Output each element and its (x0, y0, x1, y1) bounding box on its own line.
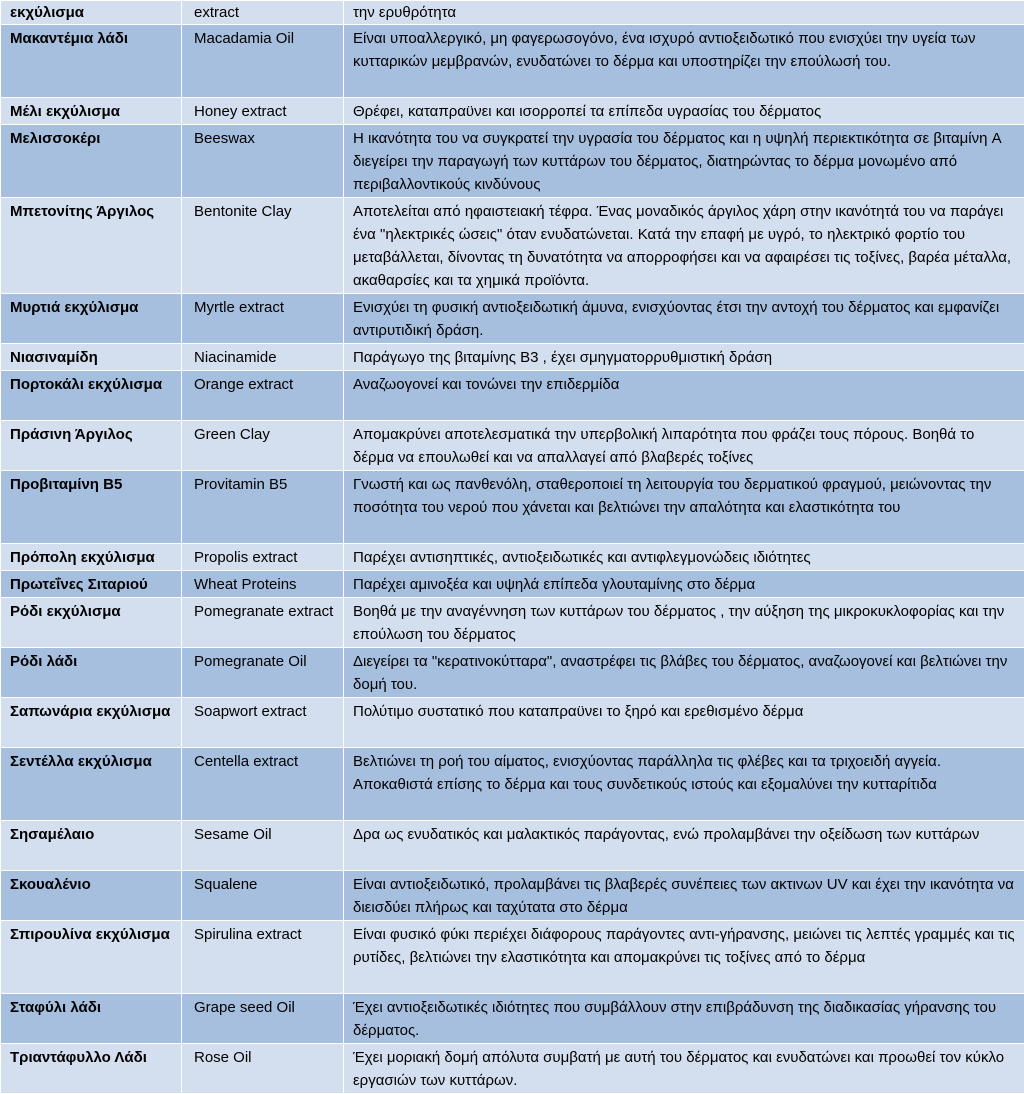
ingredient-description: Παρέχει αντισηπτικές, αντιοξειδωτικές και αντιφλεγμονώδεις ιδιότητες (344, 544, 1024, 571)
table-row (1, 571, 1024, 598)
table-row (1, 698, 1024, 748)
table-body (1, 1, 1024, 1094)
table-row (1, 198, 1024, 294)
ingredient-english-name: Propolis extract (182, 544, 344, 571)
ingredient-english-name: Green Clay (182, 421, 344, 471)
ingredient-description: Δρα ως ενυδατικός και μαλακτικός παράγοντας, ενώ προλαμβάνει την οξείδωση των κυττάρων (344, 821, 1024, 871)
ingredient-english-name: Honey extract (182, 98, 344, 125)
ingredient-greek-name: Σταφύλι λάδι (1, 994, 182, 1044)
ingredient-greek-name: Σεντέλλα εκχύλισμα (1, 748, 182, 821)
table-row (1, 344, 1024, 371)
table-row (1, 471, 1024, 544)
ingredient-greek-name: Σπιρουλίνα εκχύλισμα (1, 921, 182, 994)
ingredient-description: Παράγωγο της βιταμίνης B3 , έχει σμηγματορρυθμιστική δράση (344, 344, 1024, 371)
ingredient-description: Αναζωογονεί και τονώνει την επιδερμίδα (344, 371, 1024, 421)
ingredient-greek-name: Πορτοκάλι εκχύλισμα (1, 371, 182, 421)
table-row (1, 371, 1024, 421)
table-row (1, 98, 1024, 125)
table-row (1, 544, 1024, 571)
ingredient-greek-name: Μέλι εκχύλισμα (1, 98, 182, 125)
table-row (1, 648, 1024, 698)
ingredient-greek-name: Σησαμέλαιο (1, 821, 182, 871)
ingredient-description: Γνωστή και ως πανθενόλη, σταθεροποιεί τη λειτουργία του δερματικού φραγμού, μειώνοντας την ποσότητα του νερού που χάνεται και βελτιώνει την απαλότητα και ελαστικότητα του (344, 471, 1024, 544)
ingredient-greek-name: Νιασιναμίδη (1, 344, 182, 371)
table-row (1, 598, 1024, 648)
ingredient-english-name: Beeswax (182, 125, 344, 198)
ingredient-english-name: Sesame Oil (182, 821, 344, 871)
ingredient-greek-name: Πρωτεΐνες Σιταριού (1, 571, 182, 598)
ingredient-english-name: Grape seed Oil (182, 994, 344, 1044)
table-row (1, 748, 1024, 821)
ingredient-english-name: Provitamin B5 (182, 471, 344, 544)
ingredient-greek-name: εκχύλισμα (1, 1, 182, 25)
ingredient-greek-name: Σκουαλένιο (1, 871, 182, 921)
ingredient-greek-name: Μελισσοκέρι (1, 125, 182, 198)
ingredient-english-name: Niacinamide (182, 344, 344, 371)
table-row (1, 821, 1024, 871)
ingredient-english-name: Macadamia Oil (182, 25, 344, 98)
ingredient-greek-name: Σαπωνάρια εκχύλισμα (1, 698, 182, 748)
ingredient-description: Έχει αντιοξειδωτικές ιδιότητες που συμβάλλουν στην επιβράδυνση της διαδικασίας γήρανσης του δέρματος. (344, 994, 1024, 1044)
ingredient-greek-name: Τριαντάφυλλο Λάδι (1, 1044, 182, 1094)
ingredient-description: Θρέφει, καταπραϋνει και ισορροπεί τα επίπεδα υγρασίας του δέρματος (344, 98, 1024, 125)
ingredient-english-name: Bentonite Clay (182, 198, 344, 294)
ingredient-greek-name: Πρόπολη εκχύλισμα (1, 544, 182, 571)
ingredient-greek-name: Πράσινη Άργιλος (1, 421, 182, 471)
ingredient-english-name: Centella extract (182, 748, 344, 821)
ingredient-description: Είναι υποαλλεργικό, μη φαγερωσογόνο, ένα ισχυρό αντιοξειδωτικό που ενισχύει την υγεία των κυτταρικών μεμβρανών, ενυδατώνει το δέρμα και υποστηρίζει την επούλωσή του. (344, 25, 1024, 98)
ingredient-description: Παρέχει αμινοξέα και υψηλά επίπεδα γλουταμίνης στο δέρμα (344, 571, 1024, 598)
ingredient-english-name: Myrtle extract (182, 294, 344, 344)
ingredient-description: Είναι αντιοξειδωτικό, προλαμβάνει τις βλαβερές συνέπειες των ακτινων UV και έχει την ικανότητα να διεισδύει πλήρως και ταχύτατα στο δέρμα (344, 871, 1024, 921)
table-row (1, 871, 1024, 921)
ingredient-greek-name: Ρόδι λάδι (1, 648, 182, 698)
table-row (1, 125, 1024, 198)
ingredient-description: την ερυθρότητα (344, 1, 1024, 25)
ingredient-english-name: Rose Oil (182, 1044, 344, 1094)
ingredient-description: Η ικανότητα του να συγκρατεί την υγρασία του δέρματος και η υψηλή περιεκτικότητα σε βιταμίνη A διεγείρει την παραγωγή των κυττάρων του δέρματος, διατηρώντας το δέρμα μονωμένο από περιβαλλοντικούς κινδύνους (344, 125, 1024, 198)
ingredient-description: Αποτελείται από ηφαιστειακή τέφρα. Ένας μοναδικός άργιλος χάρη στην ικανότητά του να παράγει ένα "ηλεκτρικές ώσεις" όταν ενυδατώνεται. Κατά την επαφή με υγρό, το ηλεκτρικό φορτίο του μεταβάλλεται, δίνοντας τη δυνατότητα να απορροφήσει και να αφαιρέσει τις τοξίνες, βαρέα μέταλλα, ακαθαρσίες και τα χημικά προϊόντα. (344, 198, 1024, 294)
ingredient-english-name: Soapwort extract (182, 698, 344, 748)
ingredient-english-name: Pomegranate extract (182, 598, 344, 648)
ingredient-english-name: Orange extract (182, 371, 344, 421)
ingredient-description: Είναι φυσικό φύκι περιέχει διάφορους παράγοντες αντι-γήρανσης, μειώνει τις λεπτές γραμμές και τις ρυτίδες, βελτιώνει την ελαστικότητα και απομακρύνει τις τοξίνες από το δέρμα (344, 921, 1024, 994)
ingredient-description: Βελτιώνει τη ροή του αίματος, ενισχύοντας παράλληλα τις φλέβες και τα τριχοειδή αγγεία. Αποκαθιστά επίσης το δέρμα και τους συνδετικούς ιστούς και εξομαλύνει την κυτταρίτιδα (344, 748, 1024, 821)
ingredient-greek-name: Προβιταμίνη B5 (1, 471, 182, 544)
ingredient-description: Απομακρύνει αποτελεσματικά την υπερβολική λιπαρότητα που φράζει τους πόρους. Βοηθά το δέρμα να επουλωθεί και να απαλλαγεί από βλαβερές τοξίνες (344, 421, 1024, 471)
ingredient-greek-name: Μπετονίτης Άργιλος (1, 198, 182, 294)
ingredient-description: Βοηθά με την αναγέννηση των κυττάρων του δέρματος , την αύξηση της μικροκυκλοφορίας και την επούλωση του δέρματος (344, 598, 1024, 648)
table-row (1, 294, 1024, 344)
ingredient-english-name: Pomegranate Oil (182, 648, 344, 698)
ingredient-description: Ενισχύει τη φυσική αντιοξειδωτική άμυνα, ενισχύοντας έτσι την αντοχή του δέρματος και εμφανίζει αντιρυτιδική δράση. (344, 294, 1024, 344)
table-row (1, 994, 1024, 1044)
table-row (1, 25, 1024, 98)
ingredient-english-name: Squalene (182, 871, 344, 921)
table-row (1, 921, 1024, 994)
table-row (1, 421, 1024, 471)
ingredient-description: Πολύτιμο συστατικό που καταπραϋνει το ξηρό και ερεθισμένο δέρμα (344, 698, 1024, 748)
table-row (1, 1, 1024, 25)
table-row (1, 1044, 1024, 1094)
ingredient-english-name: Spirulina extract (182, 921, 344, 994)
ingredient-greek-name: Ρόδι εκχύλισμα (1, 598, 182, 648)
ingredient-english-name: Wheat Proteins (182, 571, 344, 598)
ingredient-greek-name: Μακαντέμια λάδι (1, 25, 182, 98)
ingredient-description: Έχει μοριακή δομή απόλυτα συμβατή με αυτή του δέρματος και ενυδατώνει και προωθεί τον κύκλο εργασιών των κυττάρων. (344, 1044, 1024, 1094)
ingredient-greek-name: Μυρτιά εκχύλισμα (1, 294, 182, 344)
ingredient-english-name: extract (182, 1, 344, 25)
ingredient-description: Διεγείρει τα "κερατινοκύτταρα", αναστρέφει τις βλάβες του δέρματος, αναζωογονεί και βελτιώνει την δομή του. (344, 648, 1024, 698)
